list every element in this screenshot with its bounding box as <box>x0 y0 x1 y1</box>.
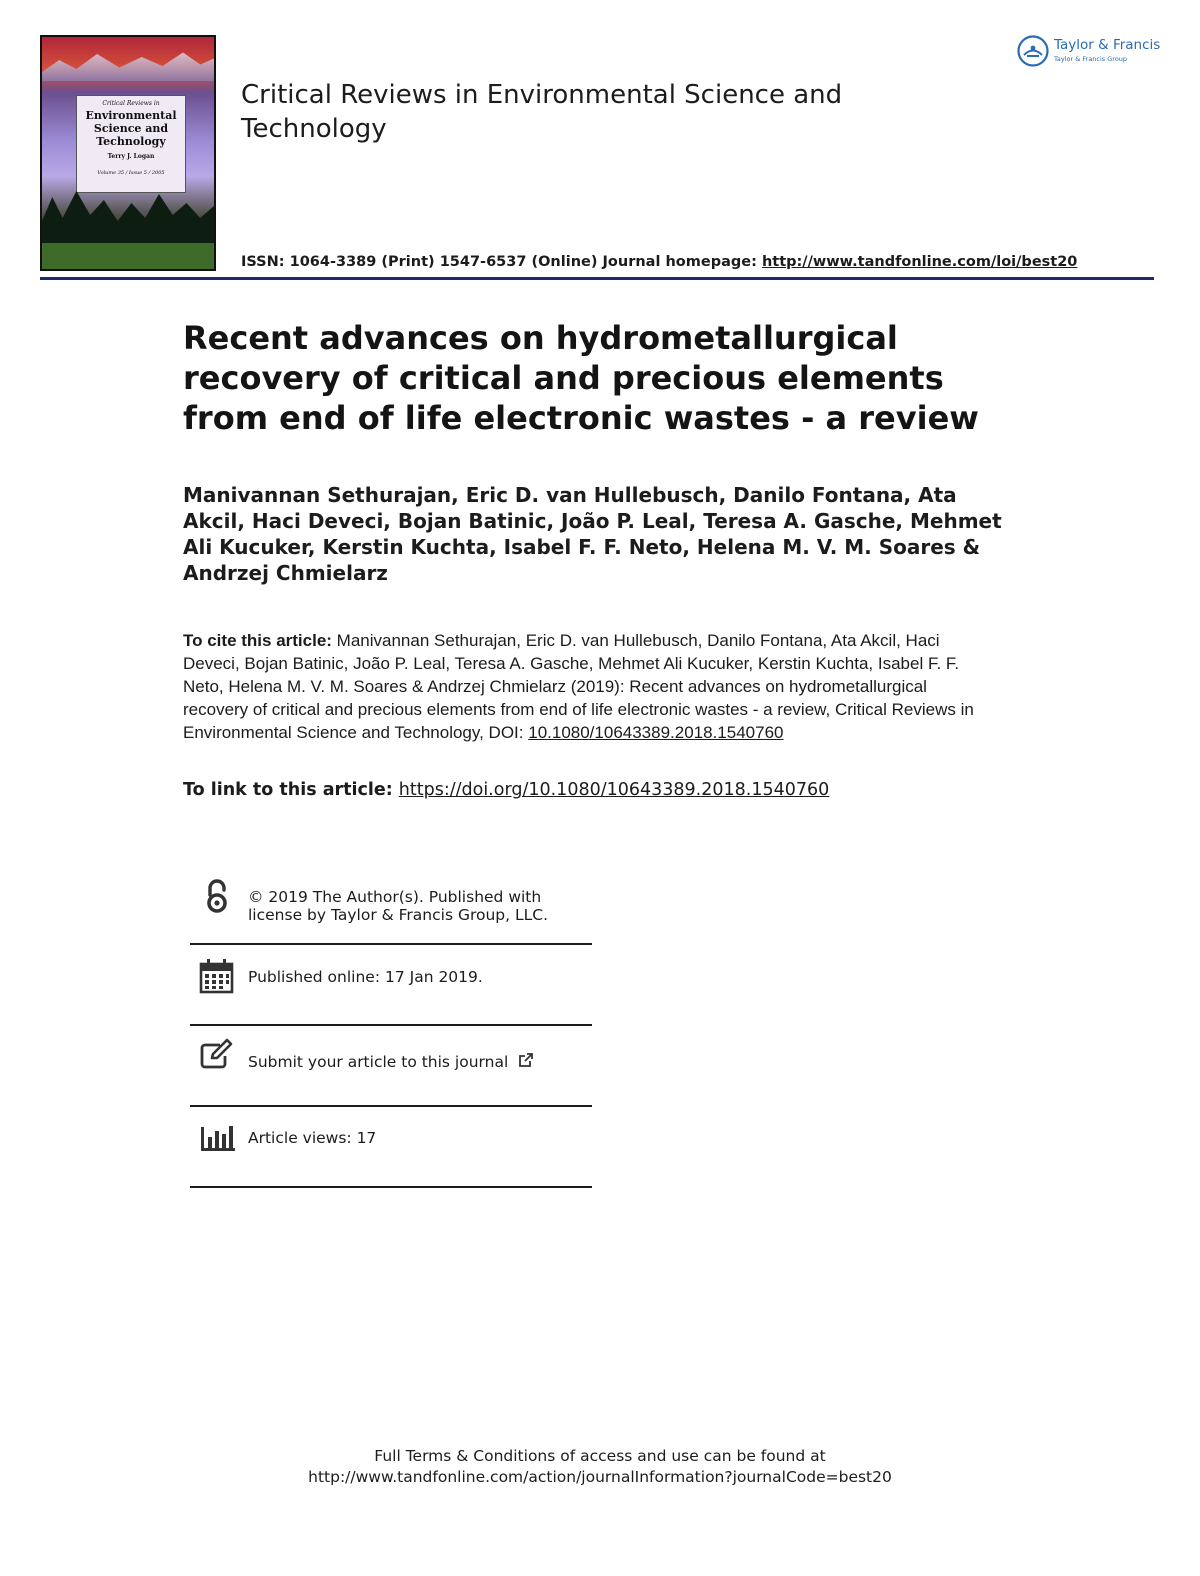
taylor-francis-logo-icon <box>1016 34 1050 68</box>
published-date: Published online: 17 Jan 2019. <box>248 968 483 986</box>
submit-row[interactable] <box>190 1036 592 1096</box>
external-link-icon <box>518 1052 534 1068</box>
cover-title-panel <box>76 95 186 193</box>
footer-terms-link[interactable]: http://www.tandfonline.com/action/journalInformation?journalCode=best20 <box>308 1468 892 1486</box>
footer <box>0 1446 1200 1488</box>
cover-top-label: Critical Reviews in <box>102 100 160 107</box>
cover-volume: Volume 35 / Issue 5 / 2005 <box>97 170 165 176</box>
license-row <box>190 878 592 938</box>
doi-link[interactable]: https://doi.org/10.1080/10643389.2018.1540760 <box>398 780 830 800</box>
journal-homepage-link[interactable]: http://www.tandfonline.com/loi/best20 <box>761 254 1078 270</box>
link-label: To link to this article: <box>183 780 393 800</box>
calendar-icon <box>198 957 236 995</box>
open-access-icon <box>198 878 236 916</box>
article-link-row <box>183 780 829 800</box>
issn-line <box>241 254 1077 270</box>
cover-trees <box>42 185 214 245</box>
cite-text: Manivannan Sethurajan, Eric D. van Hullebusch, Danilo Fontana, Ata Akcil, Haci Deveci, Bojan Batinic, João P. Leal, Teresa A. Gasche, Mehmet Ali Kucuker, Kerstin Kuchta, Isabel F. F. Neto, Helena M. V. M. Soares & Andrzej Chmielarz (2019): Recent advances on hydrometallurgical recovery of critical and precious elements from end of life electronic wastes - a review, Critical Reviews in Environmental Science and Technology, DOI: <box>183 631 974 742</box>
edit-icon <box>198 1036 236 1074</box>
info-divider <box>190 943 592 945</box>
info-divider <box>190 1186 592 1188</box>
article-views: Article views: 17 <box>248 1129 377 1147</box>
issn-text: ISSN: 1064-3389 (Print) 1547-6537 (Online) Journal homepage: <box>241 254 762 270</box>
citation-block <box>183 629 983 744</box>
publisher-logo <box>1016 34 1166 74</box>
article-authors: Manivannan Sethurajan, Eric D. van Hullebusch, Danilo Fontana, Ata Akcil, Haci Deveci, Bojan Batinic, João P. Leal, Teresa A. Gasche, Mehmet Ali Kucuker, Kerstin Kuchta, Isabel F. F. Neto, Helena M. V. M. Soares & Andrzej Chmielarz <box>183 483 1002 585</box>
journal-title: Critical Reviews in Environmental Science and Technology <box>241 80 843 144</box>
cite-doi-link[interactable]: 10.1080/10643389.2018.1540760 <box>528 723 784 742</box>
info-divider <box>190 1024 592 1026</box>
article-title: Recent advances on hydrometallurgical recovery of critical and precious elements from end of life electronic wastes - a review <box>183 319 979 437</box>
published-row <box>190 955 592 1015</box>
bar-chart-icon <box>198 1119 236 1157</box>
cover-title: Environmental Science and Technology <box>85 109 177 148</box>
journal-cover-image <box>40 35 216 271</box>
cover-mountains <box>42 51 214 81</box>
submit-label: Submit your article to this journal <box>248 1053 509 1071</box>
license-text: © 2019 The Author(s). Published with license by Taylor & Francis Group, LLC. <box>248 888 549 924</box>
info-divider <box>190 1105 592 1107</box>
submit-article-link[interactable] <box>248 1052 578 1071</box>
publisher-name: Taylor & Francis <box>1054 37 1161 53</box>
publisher-group: Taylor & Francis Group <box>1054 55 1128 63</box>
views-row <box>190 1117 592 1177</box>
cover-grass <box>42 243 214 269</box>
footer-terms: Full Terms & Conditions of access and use can be found at <box>374 1447 826 1465</box>
cite-label: To cite this article: <box>183 631 332 650</box>
cover-editor: Terry J. Logan <box>107 153 155 160</box>
header-rule <box>40 277 1154 280</box>
